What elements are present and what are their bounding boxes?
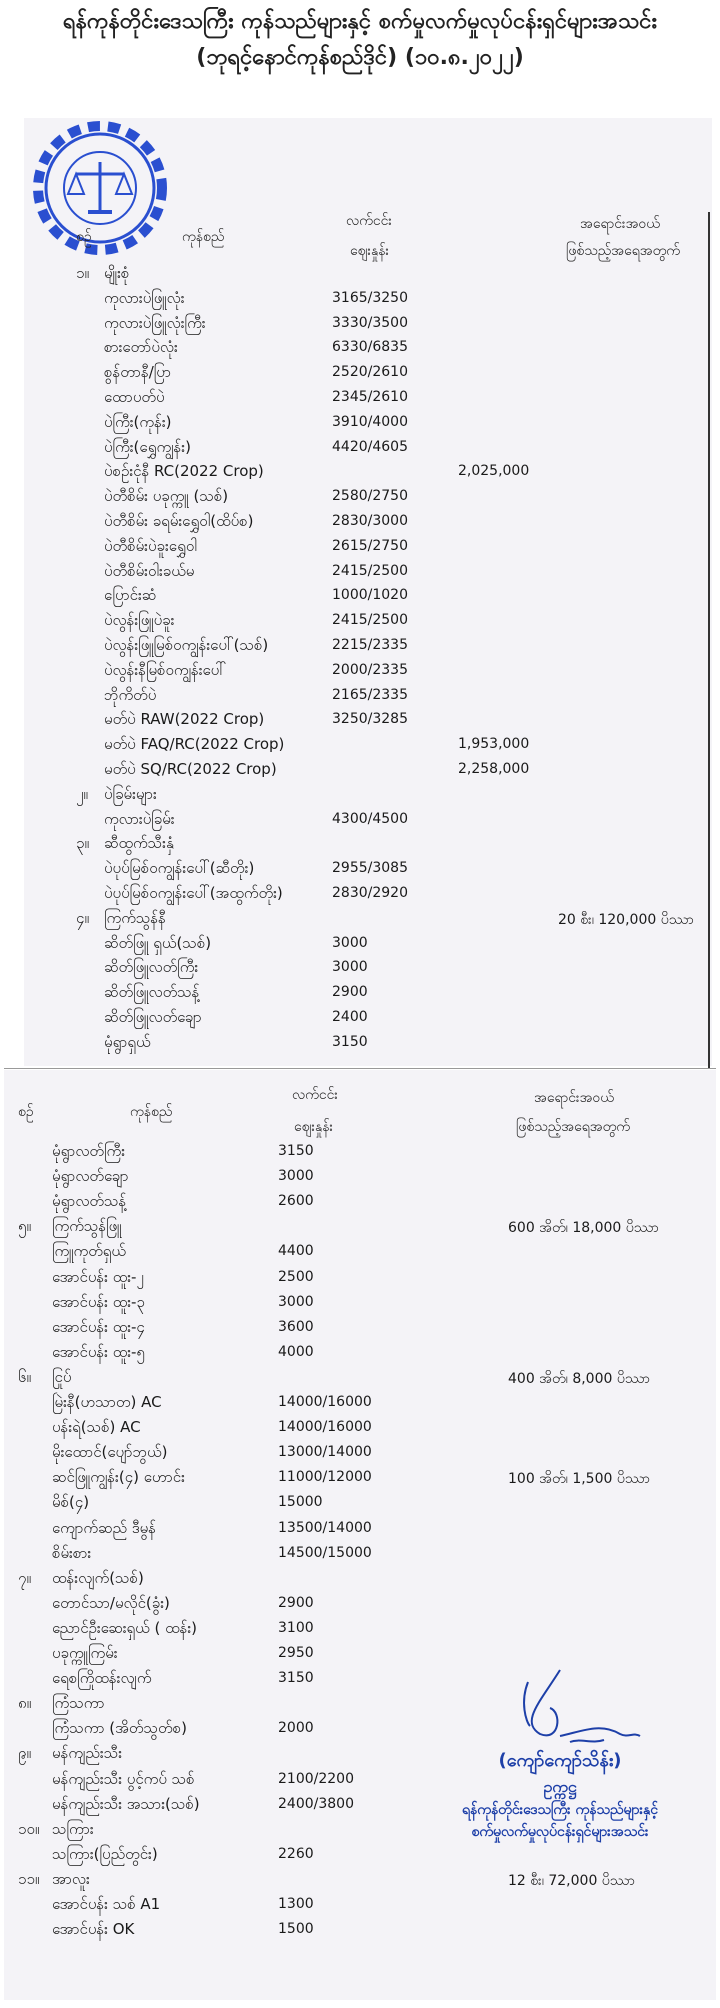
item-price-lot: 2,025,000 <box>458 463 530 480</box>
item-name: မုံရွာလတ်ကြီး <box>52 1142 126 1160</box>
col-price-header-bottom-2: ဈေးနှုန်း <box>294 1119 334 1135</box>
item-price: 2900 <box>332 984 368 1001</box>
item-price: 2415/2500 <box>332 562 408 579</box>
item-name: ပခုက္ကူကြမ်း <box>52 1644 118 1662</box>
item-name: အောင်ပန်း OK <box>52 1920 135 1939</box>
item-name: ပဲပုပ်မြစ်ဝကျွန်းပေါ်(ဆီတိုး) <box>104 859 255 878</box>
col-item-header-2: ကုန်စည် <box>130 1104 173 1120</box>
item-price: 2400/3800 <box>278 1795 354 1812</box>
item-name: တောင်သာ/မလိုင်(ခွံး) <box>52 1593 170 1612</box>
item-name: မုံရွာလတ်ချော <box>52 1167 129 1186</box>
item-name: ပဲလွန်းနီမြစ်ဝကျွန်းပေါ် <box>104 660 226 679</box>
item-name: ပြောင်းဆံ <box>104 586 157 605</box>
item-name: မုံရွာလတ်သန့် <box>52 1192 127 1211</box>
col-price-header-bottom: ဈေးနှုန်း <box>350 243 390 259</box>
signature-scribble <box>500 1662 660 1762</box>
item-name: ရေစကြိုထန်းလျက် <box>52 1669 152 1688</box>
trade-volume: 12 စီး၊ 72,000 ပိဿာ <box>508 1872 635 1889</box>
item-name: မန်ကျည်းသီး ပွင့်ကပ် သစ် <box>52 1769 195 1788</box>
item-price-lot: 2,258,000 <box>458 761 530 777</box>
item-name: ထောပတ်ပဲ <box>104 388 165 406</box>
item-price: 2950 <box>278 1645 314 1661</box>
item-name: အောင်ပန်း ထူး-၃ <box>52 1292 145 1311</box>
item-name: စားတော်ပဲလုံး <box>104 338 178 357</box>
item-price: 2100/2200 <box>278 1770 354 1787</box>
document-subtitle: (ဘုရင့်နောင်ကုန်စည်ဒိုင်) (၁၀.၈.၂၀၂၂) <box>196 45 524 70</box>
item-price: 1500 <box>278 1921 314 1938</box>
item-name: မတ်ပဲ FAQ/RC(2022 Crop) <box>104 735 285 754</box>
item-name: ကုလားပဲခြမ်း <box>104 809 175 828</box>
item-name: မတ်ပဲ RAW(2022 Crop) <box>104 710 265 729</box>
trade-volume: 100 အိတ်၊ 1,500 ပိဿာ <box>508 1471 650 1488</box>
signatory-org-line-1: ရန်ကုန်တိုင်းဒေသကြီး ကုန်သည်များနှင့် <box>461 1802 659 1818</box>
item-name: အောင်ပန်း ထူး-၄ <box>52 1317 145 1336</box>
page-divider <box>4 1068 716 1069</box>
item-name: ညောင်ဦးဆေးရှယ် ( ထန်း) <box>52 1618 198 1637</box>
category-name: ကြက်သွန်နီ <box>104 908 166 927</box>
item-name: မြဲးနီ(ဟသာတ) AC <box>52 1393 162 1411</box>
row-serial-number: ၄။ <box>76 908 89 927</box>
item-price: 1000/1020 <box>332 587 408 604</box>
row-serial-number: ၁။ <box>76 264 89 282</box>
category-name: မန်ကျည်းသီး <box>52 1744 123 1763</box>
item-price: 3000 <box>332 934 368 951</box>
item-price: 13500/14000 <box>278 1519 372 1536</box>
row-serial-number: ၆။ <box>18 1367 31 1386</box>
row-serial-number: ၇။ <box>18 1568 31 1587</box>
item-price-lot: 1,953,000 <box>458 736 530 753</box>
item-price: 2615/2750 <box>332 537 408 554</box>
item-price: 3100 <box>278 1619 314 1636</box>
item-price: 14000/16000 <box>278 1394 372 1410</box>
item-name: စွန်တာနီ/ပြာ <box>104 363 172 382</box>
item-price: 2215/2335 <box>332 637 408 653</box>
document-title: ရန်ကုန်တိုင်းဒေသကြီး ကုန်သည်များနှင့် စက်မှုလက်မှုလုပ်ငန်းရှင်များအသင်း <box>62 9 658 34</box>
category-name: မျိုးစုံ <box>104 264 130 282</box>
trade-volume: 400 အိတ်၊ 8,000 ပိဿာ <box>508 1370 650 1387</box>
item-name: ကုလားပဲဖြူလုံးကြီး <box>104 313 206 332</box>
page-1-right-border <box>708 212 710 1068</box>
item-name: ဆင်ဖြူကျွန်း(၄) ဟောင်း <box>52 1468 185 1487</box>
item-price: 2955/3085 <box>332 860 408 877</box>
item-price: 3600 <box>278 1318 314 1335</box>
item-name: ပန်းရဲ(သစ်) AC <box>52 1418 141 1437</box>
col-price-header-top-2: လက်ငင်း <box>292 1087 338 1103</box>
item-price: 11000/12000 <box>278 1469 372 1486</box>
item-name: ကြူကုတ်ရှယ် <box>52 1242 126 1261</box>
col-volume-header-bottom: ဖြစ်သည့်အရေအတွက် <box>566 243 680 259</box>
item-name: ပဲစဉ်းငုံနီ RC(2022 Crop) <box>104 462 264 481</box>
item-name: ပဲတီစိမ်း ပခုက္ကူ (သစ်) <box>104 487 229 506</box>
item-name: ဆိတ်ဖြူလတ်ချော <box>104 1008 202 1026</box>
item-price: 3150 <box>278 1670 314 1687</box>
seal-gear-icon <box>30 118 170 258</box>
item-name: ပဲတီစိမ်းဝါးခယ်မ <box>104 561 195 580</box>
item-name: ဆိတ်ဖြူ ရှယ်(သစ်) <box>104 933 212 952</box>
signature-mark-icon <box>500 1662 660 1762</box>
item-price: 3330/3500 <box>332 314 408 331</box>
col-item-header: ကုန်စည် <box>182 229 225 245</box>
item-price: 15000 <box>278 1494 323 1511</box>
item-name: မန်ကျည်းသီး အသား(သစ်) <box>52 1794 200 1813</box>
category-name: ကြံသကာ <box>52 1694 105 1713</box>
item-price: 3250/3285 <box>332 711 408 728</box>
item-name: မိုးထောင်(ပျော်ဘွယ်) <box>52 1443 168 1462</box>
category-name: ပဲခြမ်းများ <box>104 784 157 803</box>
item-name: အောင်ပန်း သစ် A1 <box>52 1895 161 1913</box>
item-price: 2900 <box>278 1594 314 1611</box>
item-price: 3910/4000 <box>332 413 408 430</box>
row-serial-number: ၉။ <box>18 1744 31 1763</box>
col-volume-header-bottom-2: ဖြစ်သည့်အရေအတွက် <box>516 1119 630 1135</box>
item-price: 4420/4605 <box>332 438 408 455</box>
item-name: ကျောက်ဆည် ဒီမွန် <box>52 1518 156 1537</box>
col-serial-header: စဉ် <box>76 229 92 245</box>
item-name: အောင်ပန်း ထူး-၂ <box>52 1267 144 1286</box>
col-serial-header-2: စဉ် <box>18 1104 34 1120</box>
item-name: ပဲကြီး(ရွှေကျွန်း) <box>104 437 191 456</box>
item-price: 6330/6835 <box>332 339 408 356</box>
item-name: ပဲတီစိမ်း ခရမ်းရွှေဝါ(ထိပ်စ) <box>104 512 254 530</box>
item-price: 2600 <box>278 1193 314 1210</box>
item-price: 14000/16000 <box>278 1419 372 1436</box>
item-name: ဆိတ်ဖြူလတ်သန့် <box>104 983 200 1002</box>
item-price: 2165/2335 <box>332 686 408 703</box>
item-price: 2520/2610 <box>332 364 408 381</box>
item-price: 2830/2920 <box>332 885 408 901</box>
item-name: စိမ်းစား <box>52 1543 92 1562</box>
item-price: 4000 <box>278 1343 314 1360</box>
association-seal <box>30 118 170 258</box>
item-price: 3000 <box>278 1168 314 1185</box>
category-name: ထန်းလျက်(သစ်) <box>52 1568 144 1587</box>
trade-volume: 20 စီး၊ 120,000 ပိဿာ <box>558 911 694 928</box>
signatory-name: (ကျော်ကျော်သိန်း) <box>498 1750 622 1771</box>
row-serial-number: ၈။ <box>18 1694 32 1713</box>
item-price: 14500/15000 <box>278 1544 372 1561</box>
category-name: ဆီထွက်သီးနှံ <box>104 834 174 853</box>
item-name: ဘိုကိတ်ပဲ <box>104 685 157 704</box>
trade-volume: 600 အိတ်၊ 18,000 ပိဿာ <box>508 1220 659 1237</box>
category-name: ကြက်သွန်ဖြူ <box>52 1217 122 1236</box>
item-name: ဆိတ်ဖြူလတ်ကြီး <box>104 958 199 977</box>
row-serial-number: ၁၀။ <box>18 1819 40 1838</box>
item-name: ကုလားပဲဖြူလုံး <box>104 288 185 307</box>
item-price: 2580/2750 <box>332 488 408 505</box>
item-name: ပဲလွန်းဖြူမြစ်ဝကျွန်းပေါ်(သစ်) <box>104 636 269 654</box>
item-price: 2345/2610 <box>332 389 408 405</box>
item-price: 2260 <box>278 1845 314 1862</box>
row-serial-number: ၃။ <box>76 834 89 853</box>
item-price: 3000 <box>278 1293 314 1310</box>
item-price: 2000 <box>278 1720 314 1737</box>
row-serial-number: ၁၁။ <box>18 1869 40 1888</box>
category-name: သကြား <box>52 1819 94 1838</box>
item-name: ပဲပုပ်မြစ်ဝကျွန်းပေါ်(အထွက်တိုး) <box>104 884 283 902</box>
item-price: 13000/14000 <box>278 1444 372 1461</box>
item-price: 2000/2335 <box>332 661 408 678</box>
item-name: သကြား(ပြည်တွင်း) <box>52 1844 158 1863</box>
category-name: အာလူး <box>52 1869 90 1888</box>
signatory-org-line-2: စက်မှုလက်မှုလုပ်ငန်းရှင်များအသင်း <box>471 1824 649 1840</box>
item-price: 3150 <box>332 1033 368 1050</box>
item-price: 2415/2500 <box>332 612 408 629</box>
row-serial-number: ၂။ <box>76 784 88 803</box>
item-price: 4400 <box>278 1243 314 1260</box>
item-price: 3165/3250 <box>332 289 408 306</box>
col-volume-header-top: အရောင်းအဝယ် <box>580 216 660 232</box>
item-price: 2500 <box>278 1268 314 1285</box>
item-price: 2830/3000 <box>332 513 408 529</box>
signatory-role: ဥက္ကဋ္ဌ <box>543 1777 577 1796</box>
item-name: ပဲကြီး(ကုန်း) <box>104 412 172 431</box>
item-name: မုံရွာရှယ် <box>104 1032 151 1051</box>
row-serial-number: ၅။ <box>18 1217 31 1236</box>
item-price: 3150 <box>278 1143 314 1159</box>
item-name: ကြံသကာ (အိတ်သွတ်စ) <box>52 1719 187 1738</box>
item-price: 1300 <box>278 1896 314 1912</box>
item-price: 4300/4500 <box>332 810 408 827</box>
item-name: မိစ်(၄) <box>52 1493 90 1512</box>
item-name: ပဲလွန်းဖြူပဲခူး <box>104 611 175 630</box>
item-name: မတ်ပဲ SQ/RC(2022 Crop) <box>104 760 277 778</box>
category-name: ငြုပ် <box>52 1367 72 1386</box>
col-volume-header-top-2: အရောင်းအဝယ် <box>534 1090 614 1106</box>
item-price: 3000 <box>332 959 368 976</box>
col-price-header-top: လက်ငင်း <box>346 213 392 229</box>
item-price: 2400 <box>332 1009 368 1025</box>
item-name: အောင်ပန်း ထူး-၅ <box>52 1342 145 1361</box>
item-name: ပဲတီစိမ်းပဲခူးရွှေဝါ <box>104 536 197 555</box>
